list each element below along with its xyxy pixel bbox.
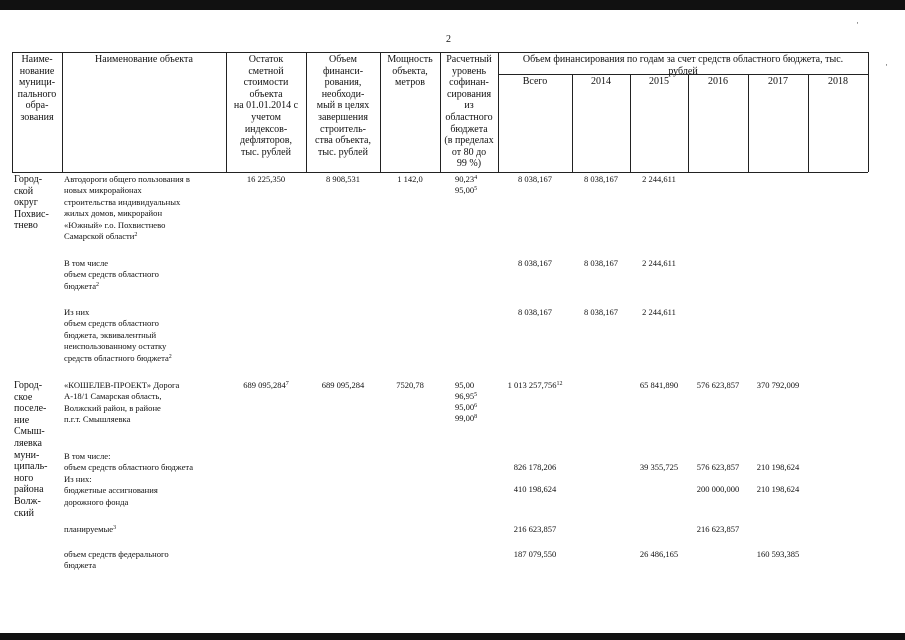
header-total: Всего xyxy=(522,76,548,87)
col-divider xyxy=(868,52,869,172)
cofinancing-level: 90,23$^4$ xyxy=(455,174,478,184)
object-name: «КОШЕЛЕВ-ПРОЕКТ» Дорога А-18/1 Самарская область, Волжский район, в районе п.г.т. Смышляевка xyxy=(64,380,180,425)
funding-total: 8 038,167 xyxy=(518,307,552,317)
funding-2015: 26 486,165 xyxy=(639,549,679,559)
header-year-2014: 2014 xyxy=(591,76,611,87)
cofinancing-level: 95,00 xyxy=(455,380,475,390)
cofinancing-level: 99,00$^8$ xyxy=(455,413,478,423)
funding-2014: 8 038,167 xyxy=(584,174,618,184)
header-year-2016: 2016 xyxy=(708,76,728,87)
object-capacity: 1 142,0 xyxy=(397,174,423,184)
funding-2016: 576 623,857 xyxy=(696,380,740,390)
col-divider xyxy=(630,74,631,172)
estimate-balance: 16 225,350 xyxy=(246,174,286,184)
header-funding-by-year: Объем финансирования по годам за счет средств областного бюджета, тыс. рублей xyxy=(522,54,844,77)
col-divider xyxy=(808,74,809,172)
cofinancing-level: 96,95$^5$ xyxy=(455,391,478,401)
funding-2015: 39 355,725 xyxy=(639,462,679,472)
header-capacity: Мощность объекта, метров xyxy=(387,54,433,89)
scan-top-border xyxy=(0,0,905,10)
funding-2015: 2 244,611 xyxy=(642,258,676,268)
scan-speck: · xyxy=(856,18,859,28)
header-bottom-rule xyxy=(12,172,868,173)
cofinancing-level: 95,00$^5$ xyxy=(455,185,478,195)
municipality-name: Город- ское поселе- ние Смыш- ляевка муни- ципаль- ного района Волж- ский xyxy=(14,380,48,519)
estimate-balance: 689 095,284$^7$ xyxy=(243,380,289,390)
funding-2016: 200 000,000 xyxy=(696,484,740,494)
scan-speck: · xyxy=(885,60,888,70)
object-name: Автодороги общего пользования в новых микрорайонах строительства индивидуальных жилых домов, микрорайон «Южный» г.о. Похвистнево Самарской области$^2$ xyxy=(64,174,190,242)
funding-total: 216 623,857 xyxy=(513,524,557,534)
funding-volume: 689 095,284 xyxy=(321,380,365,390)
header-funding-volume: Объем финанси- рования, необходи- мый в целях завершения строитель- ства объекта, тыс. рублей xyxy=(315,54,371,158)
header-year-2018: 2018 xyxy=(828,76,848,87)
funding-2014: 8 038,167 xyxy=(584,307,618,317)
funding-2015: 2 244,611 xyxy=(642,307,676,317)
col-divider xyxy=(748,74,749,172)
funding-total: 187 079,550 xyxy=(513,549,557,559)
header-municipality: Наиме- нование муници- пального обра- зования xyxy=(17,54,57,123)
funding-2017: 370 792,009 xyxy=(756,380,800,390)
funding-2016: 576 623,857 xyxy=(696,462,740,472)
municipality-name: Город- ской округ Похвис- тнево xyxy=(14,174,49,232)
col-divider xyxy=(572,74,573,172)
funding-2017: 210 198,624 xyxy=(756,462,800,472)
funding-total: 1 013 257,756$^{12}$ xyxy=(507,380,563,390)
header-cofinancing-level: Расчетный уровень софинан- сирования из областного бюджета (в пределах от 80 до 99 %) xyxy=(444,54,494,170)
object-capacity: 7520,78 xyxy=(396,380,424,390)
funding-volume: 8 908,531 xyxy=(326,174,360,184)
col-divider xyxy=(62,52,63,172)
funding-2017: 210 198,624 xyxy=(756,484,800,494)
funding-total: 410 198,624 xyxy=(513,484,557,494)
object-subitem: Из них объем средств областного бюджета, эквивалентный неиспользованному остатку средств областного бюджета$^2$ xyxy=(64,307,172,363)
cofinancing-level: 95,00$^6$ xyxy=(455,402,478,412)
col-divider xyxy=(688,74,689,172)
object-subitem: объем средств федерального бюджета xyxy=(64,549,169,571)
object-subitem: В том числе: объем средств областного бюджета xyxy=(64,451,194,473)
header-year-2017: 2017 xyxy=(768,76,788,87)
page-number: 2 xyxy=(446,34,451,45)
funding-2017: 160 593,385 xyxy=(756,549,800,559)
header-object-name: Наименование объекта xyxy=(95,54,193,65)
object-subitem: В том числе объем средств областного бюджета$^2$ xyxy=(64,258,159,291)
header-estimate-balance: Остаток сметной стоимости объекта на 01.01.2014 с учетом индексов- дефляторов, тыс. рублей xyxy=(233,54,299,158)
funding-2015: 2 244,611 xyxy=(642,174,676,184)
object-subitem: планируемые$^3$ xyxy=(64,524,117,534)
funding-total: 826 178,206 xyxy=(513,462,557,472)
funding-2016: 216 623,857 xyxy=(696,524,740,534)
scan-bottom-border xyxy=(0,633,905,640)
object-subitem: Из них: бюджетные ассигнования дорожного фонда xyxy=(64,474,158,507)
funding-total: 8 038,167 xyxy=(518,174,552,184)
funding-2014: 8 038,167 xyxy=(584,258,618,268)
header-year-2015: 2015 xyxy=(649,76,669,87)
funding-total: 8 038,167 xyxy=(518,258,552,268)
funding-2015: 65 841,890 xyxy=(639,380,679,390)
